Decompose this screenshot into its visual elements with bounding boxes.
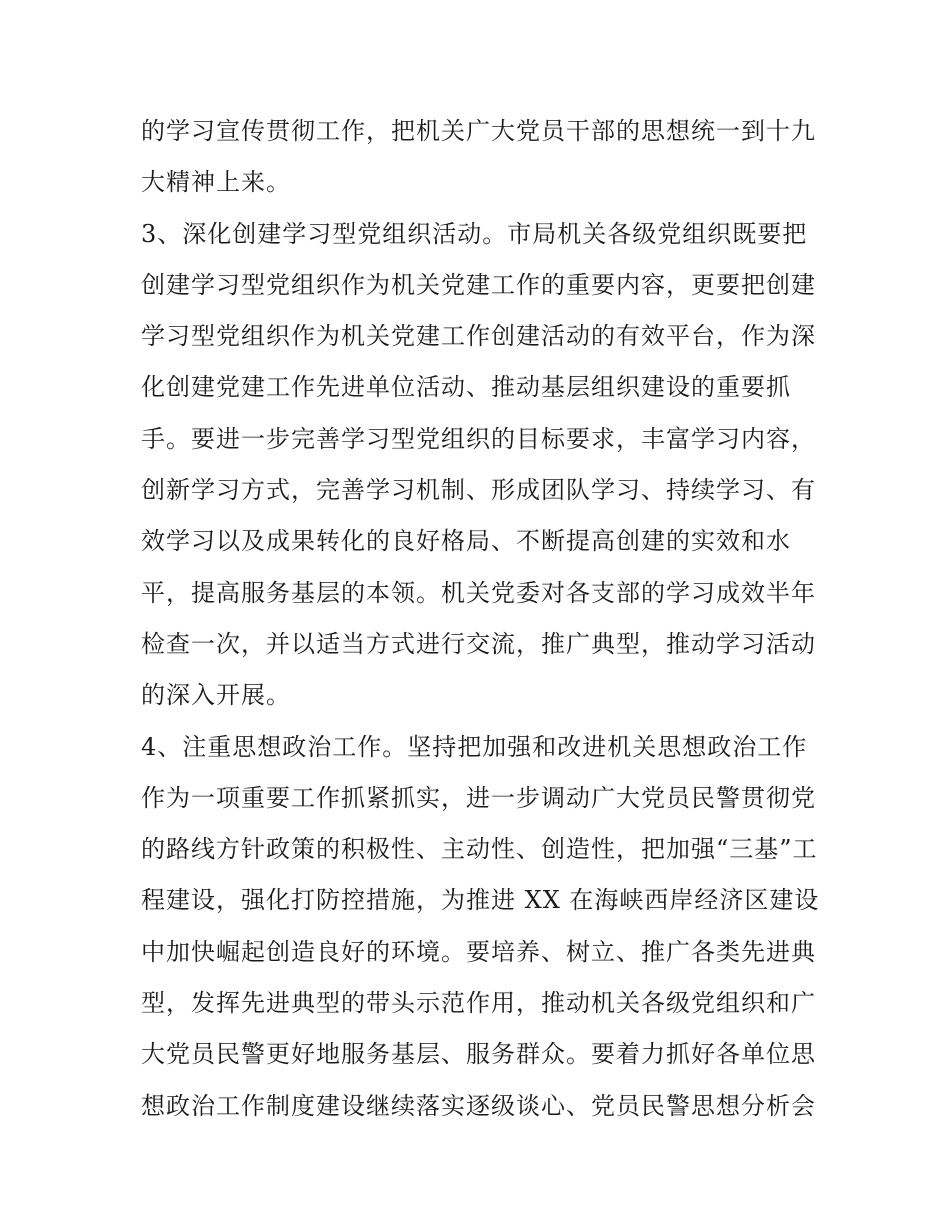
text-line: 的路线方针政策的积极性、主动性、创造性，把加强“三基”工 (141, 835, 818, 864)
text-line: 的深入开展。 (141, 681, 291, 710)
text-line: 创建学习型党组织作为机关党建工作的重要内容，更要把创建 (141, 270, 816, 299)
text-line: 大党员民警更好地服务基层、服务群众。要着力抓好各单位思 (141, 1040, 816, 1069)
text-line: 检查一次，并以适当方式进行交流，推广典型，推动学习活动 (141, 629, 816, 658)
text-line: 中加快崛起创造良好的环境。要培养、树立、推广各类先进典 (141, 937, 816, 966)
text-line: 创新学习方式，完善学习机制、形成团队学习、持续学习、有 (141, 476, 816, 505)
text-line: 作为一项重要工作抓紧抓实，进一步调动广大党员民警贯彻党 (141, 783, 816, 812)
text-line: 化创建党建工作先进单位活动、推动基层组织建设的重要抓 (141, 373, 791, 402)
document-body (141, 106, 821, 1132)
text-line: 型，发挥先进典型的带头示范作用，推动机关各级党组织和广 (141, 989, 816, 1018)
text-line: 的学习宣传贯彻工作，把机关广大党员干部的思想统一到十九 (141, 117, 816, 145)
text-line: 3、深化创建学习型党组织活动。市局机关各级党组织既要把 (141, 219, 808, 248)
text-line: 效学习以及成果转化的良好格局、不断提高创建的实效和水 (141, 527, 791, 556)
text-line: 程建设，强化打防控措施，为推进 XX 在海峡西岸经济区建设 (141, 886, 820, 915)
text-line: 想政治工作制度建设继续落实逐级谈心、党员民警思想分析会 (141, 1091, 816, 1120)
text-line: 平，提高服务基层的本领。机关党委对各支部的学习成效半年 (141, 578, 816, 607)
text-line: 手。要进一步完善学习型党组织的目标要求，丰富学习内容， (141, 424, 816, 453)
text-line: 大精神上来。 (141, 168, 291, 197)
text-line: 学习型党组织作为机关党建工作创建活动的有效平台，作为深 (141, 322, 816, 351)
text-line: 4、注重思想政治工作。坚持把加强和改进机关思想政治工作 (141, 732, 808, 761)
